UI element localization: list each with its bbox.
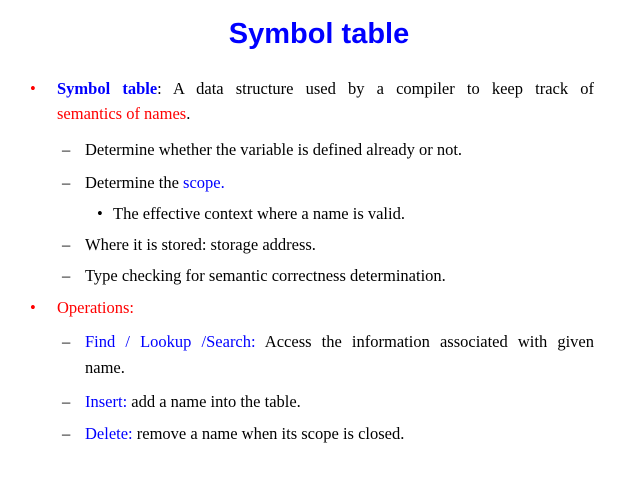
- semantics-of-names: semantics of names: [57, 104, 187, 123]
- dash-marker: –: [62, 173, 71, 192]
- slide-title: Symbol table: [228, 18, 410, 50]
- op-delete-label: Delete:: [85, 424, 133, 443]
- dash-marker: –: [62, 332, 71, 351]
- sub-item-storage: Where it is stored: storage address.: [85, 235, 316, 254]
- term-symbol-table: Symbol table: [57, 79, 158, 98]
- sub-item-scope: [85, 172, 225, 194]
- dash-marker: –: [62, 424, 71, 443]
- scope-word: scope.: [183, 173, 225, 192]
- definition-period: .: [186, 104, 191, 123]
- insert-description: add a name into the table.: [127, 392, 301, 411]
- op-insert-label: Insert:: [85, 392, 128, 411]
- dash-marker: –: [62, 266, 71, 285]
- dash-marker: –: [62, 140, 71, 159]
- sub-item-defined: Determine whether the variable is defined already or not.: [85, 140, 463, 159]
- scope-prefix: Determine the: [85, 173, 184, 192]
- dash-marker: –: [62, 392, 71, 411]
- bullet-operations: Operations:: [57, 298, 134, 317]
- sub-item-find-line1: [85, 331, 594, 353]
- sub-item-delete: [85, 423, 404, 445]
- bullet-marker: •: [30, 298, 36, 317]
- dash-marker: –: [62, 235, 71, 254]
- bullet-symbol-table-line1: [57, 78, 594, 100]
- bullet-marker: •: [97, 204, 103, 223]
- op-find-label: Find / Lookup /Search:: [85, 332, 256, 351]
- definition-line1: A data structure used by a compiler to keep track of: [161, 79, 594, 98]
- sub-item-insert: [85, 391, 301, 413]
- delete-description: remove a name when its scope is closed.: [132, 424, 405, 443]
- term-colon: :: [157, 79, 162, 98]
- bullet-marker: •: [30, 79, 36, 98]
- sub-item-find-line2: name.: [85, 358, 125, 377]
- bullet-symbol-table-line2: [57, 103, 190, 125]
- sub-item-type-checking: Type checking for semantic correctness determination.: [85, 266, 446, 285]
- find-description-line1: Access the information associated with given: [255, 332, 594, 351]
- sub-sub-item-context: The effective context where a name is valid.: [113, 204, 405, 223]
